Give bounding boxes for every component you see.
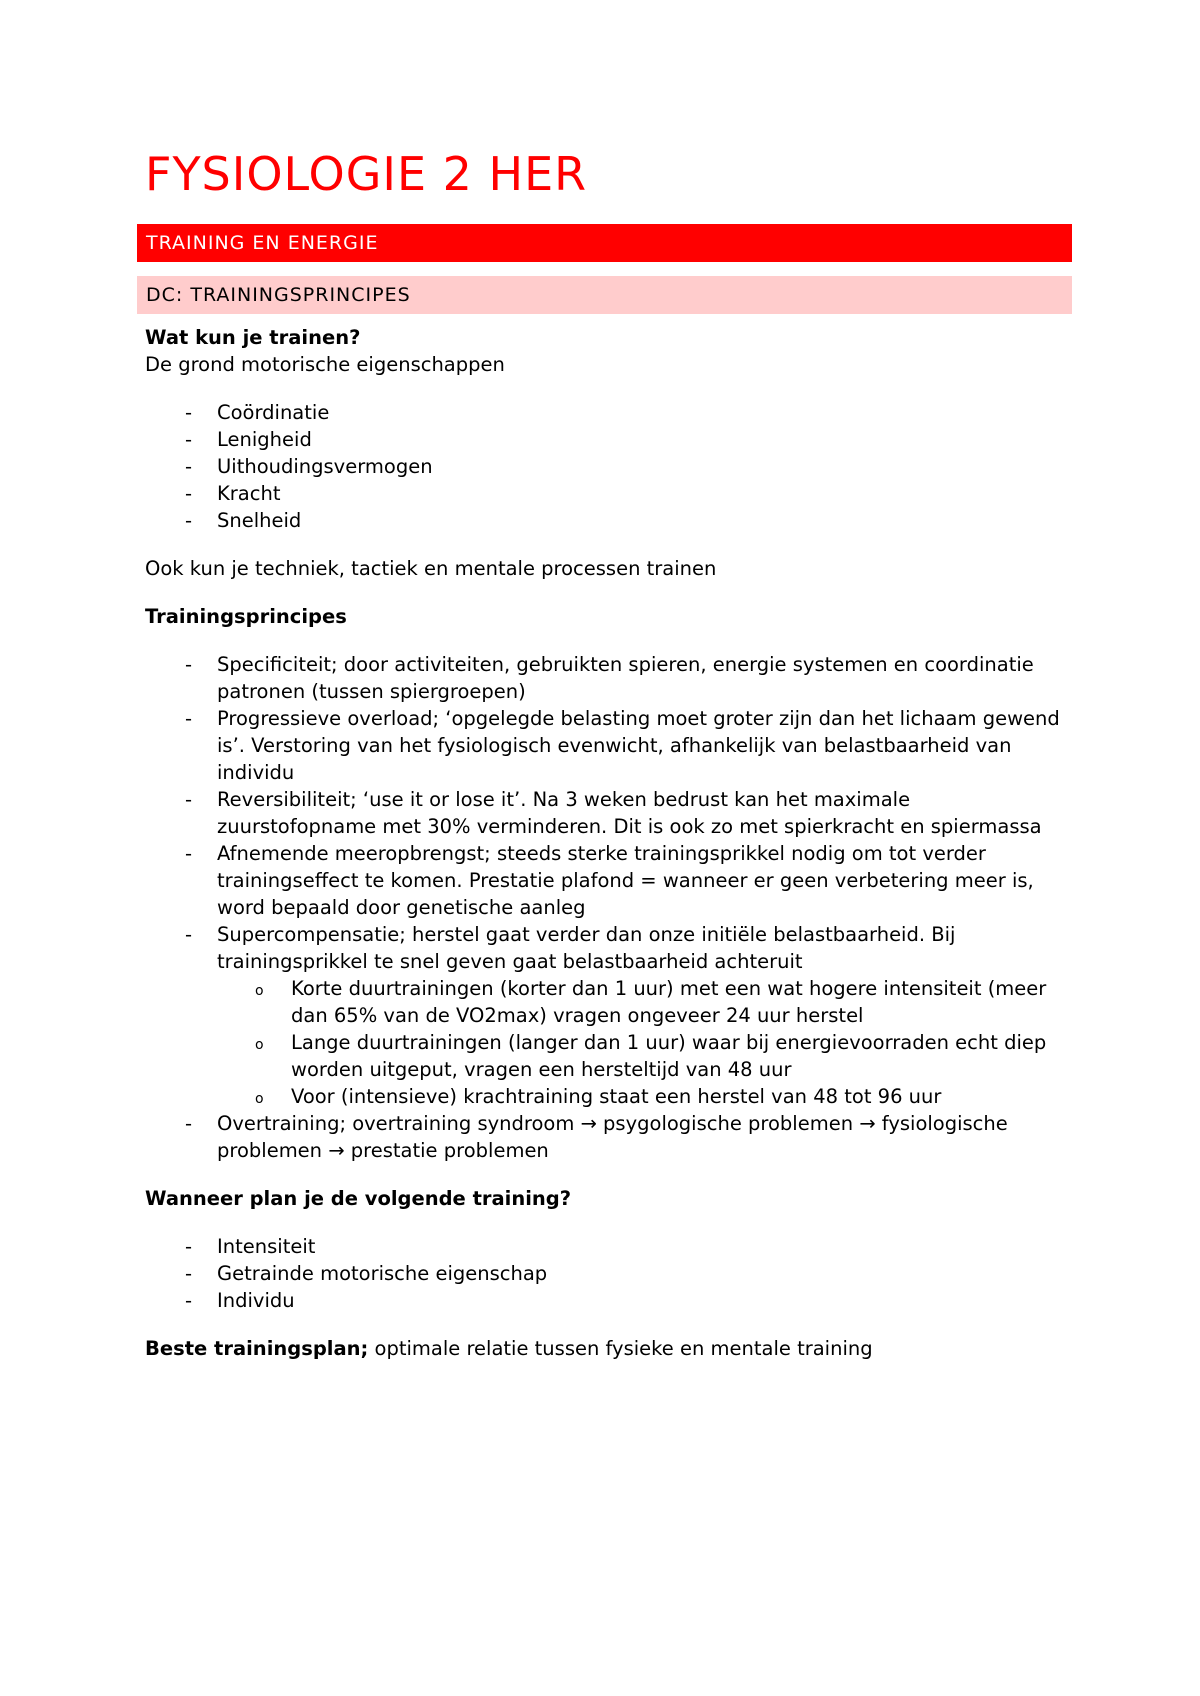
dash-marker: - xyxy=(185,788,193,811)
list-item: - Intensiteit xyxy=(185,1235,316,1258)
circle-marker: o xyxy=(255,1037,264,1053)
outro-text: Ook kun je techniek, tactiek en mentale processen trainen xyxy=(145,557,717,580)
dash-marker: - xyxy=(185,1289,193,1312)
list-item: - Snelheid xyxy=(185,509,302,532)
dash-marker: - xyxy=(185,923,193,946)
dash-marker: - xyxy=(185,482,193,505)
dash-marker: - xyxy=(185,401,193,424)
closing-text: optimale relatie tussen fysieke en mentale training xyxy=(368,1337,873,1360)
sublist-item: o Voor (intensieve) krachtraining staat een herstel van 48 tot 96 uur xyxy=(217,1083,1075,1110)
dash-marker: - xyxy=(185,1262,193,1285)
dash-marker: - xyxy=(185,1235,193,1258)
list-item: - Progressieve overload; ‘opgelegde belasting moet groter zijn dan het lichaam gewend is’. Verstoring van het fysiologisch evenwicht, afhankelijk van belastbaarheid van individu xyxy=(185,707,1060,784)
document-title: FYSIOLOGIE 2 HER xyxy=(145,147,588,201)
dash-marker: - xyxy=(185,455,193,478)
closing-bold-label: Beste trainingsplan; xyxy=(145,1337,369,1360)
question-wat-kun-je-trainen: Wat kun je trainen? xyxy=(145,326,361,349)
closing-statement xyxy=(145,1335,1075,1362)
document-body xyxy=(145,324,1075,1362)
list-item: - Individu xyxy=(185,1289,295,1312)
planning-list xyxy=(145,1233,1075,1314)
list-item: - Overtraining; overtraining syndroom → psygologische problemen → fysiologische problemen → prestatie problemen xyxy=(185,1112,1008,1162)
list-item: - Specificiteit; door activiteiten, gebruikten spieren, energie systemen en coordinatie patronen (tussen spiergroepen) xyxy=(185,653,1034,703)
sublist-item: o Lange duurtrainingen (langer dan 1 uur) waar bij energievoorraden echt diep worden uitgeput, vragen een hersteltijd van 48 uur xyxy=(255,1031,1047,1081)
circle-marker: o xyxy=(255,983,264,999)
heading-trainingsprincipes: DC: TRAININGSPRINCIPES xyxy=(137,276,1072,314)
dash-marker: - xyxy=(185,428,193,451)
heading-trainingsprincipes-bold: Trainingsprincipes xyxy=(145,605,347,628)
intro-text: De grond motorische eigenschappen xyxy=(145,353,505,376)
recovery-sublist xyxy=(217,975,1075,1110)
question-wanneer-plan-je: Wanneer plan je de volgende training? xyxy=(145,1187,572,1210)
dash-marker: - xyxy=(185,509,193,532)
list-item: - Uithoudingsvermogen xyxy=(185,455,433,478)
list-item: - Lenigheid xyxy=(185,428,312,451)
circle-marker: o xyxy=(255,1091,264,1107)
list-item: - Reversibiliteit; ‘use it or lose it’. Na 3 weken bedrust kan het maximale zuurstofopname met 30% verminderen. Dit is ook zo met spierkracht en spiermassa xyxy=(185,788,1042,838)
list-item: - Afnemende meeropbrengst; steeds sterke trainingsprikkel nodig om tot verder trainingseffect te komen. Prestatie plafond = wanneer er geen verbetering meer is, word bepaald door genetische aanleg xyxy=(185,842,1034,919)
motor-properties-list xyxy=(145,399,1075,534)
list-item: - Supercompensatie; herstel gaat verder dan onze initiële belastbaarheid. Bij trainingsprikkel te snel geven gaat belastbaarheid achteruit o Korte duurtrainingen (korter dan 1 uur) met een wat hogere intensiteit (meer dan 65% van de VO2max) vragen ongeveer 24 uur herstel o Lange duurtrainingen (langer dan 1 uur) waar bij energievoorraden echt diep worden uitgeput, vragen een hersteltijd van 48 uur o Voor (intensieve) krachtraining staat een herstel van 48 tot 96 uur xyxy=(145,921,1075,1110)
dash-marker: - xyxy=(185,842,193,865)
principles-list xyxy=(145,651,1075,1164)
list-item: - Kracht xyxy=(185,482,281,505)
dash-marker: - xyxy=(185,707,193,730)
heading-training-en-energie: TRAINING EN ENERGIE xyxy=(137,224,1072,262)
sublist-item: o Korte duurtrainingen (korter dan 1 uur) met een wat hogere intensiteit (meer dan 65% van de VO2max) vragen ongeveer 24 uur herstel xyxy=(255,977,1047,1027)
list-item: - Getrainde motorische eigenschap xyxy=(185,1262,548,1285)
dash-marker: - xyxy=(185,653,193,676)
dash-marker: - xyxy=(185,1112,193,1135)
list-item: - Coördinatie xyxy=(185,401,330,424)
